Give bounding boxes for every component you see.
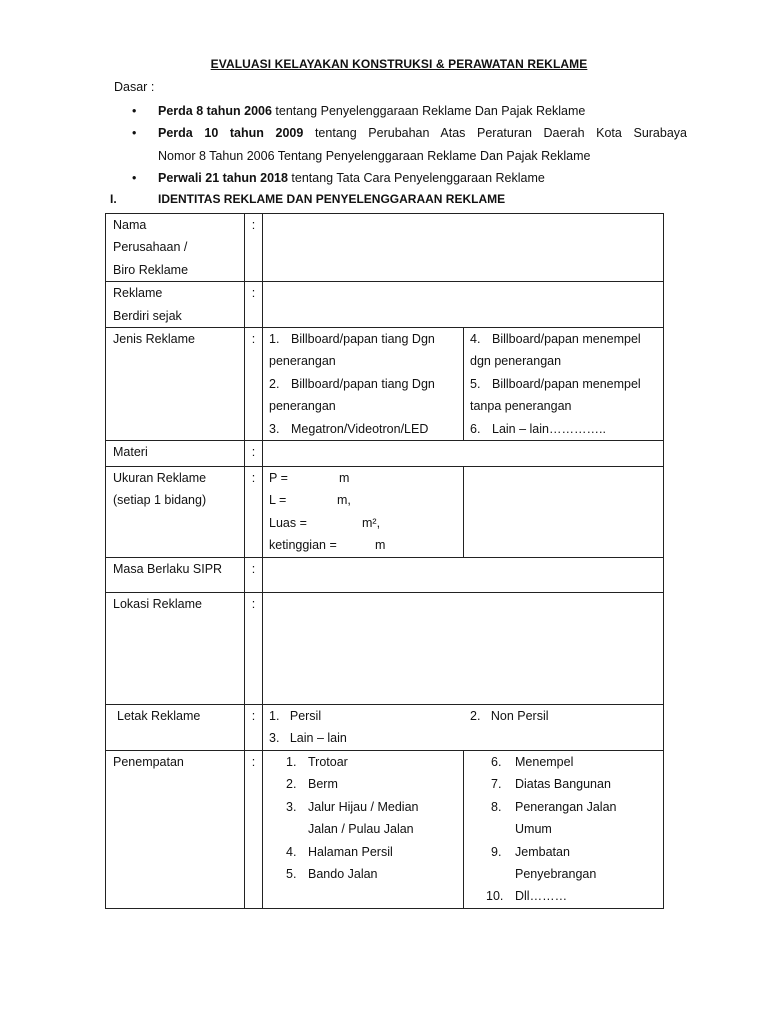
field-ukuran-extra[interactable] [464, 467, 664, 558]
jenis-option[interactable]: 1. Billboard/papan tiang Dgn penerangan [269, 332, 435, 369]
field-lokasi-reklame[interactable] [263, 593, 664, 705]
jenis-option[interactable]: 3. Megatron/Videotron/LED [269, 421, 429, 436]
jenis-options-right [464, 328, 664, 441]
jenis-option[interactable]: 2. Billboard/papan tiang Dgn penerangan [269, 376, 435, 414]
identity-form-table [105, 213, 664, 909]
penempatan-option[interactable]: 4. Halaman Persil [286, 844, 393, 859]
colon: : [245, 282, 263, 328]
penempatan-option[interactable]: 7. Diatas Bangunan [491, 777, 611, 792]
letak-option-non-persil[interactable]: 2. Non Persil [470, 709, 549, 724]
legal-basis-item: • Perwali 21 tahun 2018 tentang Tata Cara Penyelenggaraan Reklame [132, 167, 687, 189]
colon: : [245, 214, 263, 282]
document-title: EVALUASI KELAYAKAN KONSTRUKSI & PERAWATAN REKLAME [210, 57, 588, 71]
colon: : [245, 593, 263, 705]
colon: : [245, 705, 263, 751]
jenis-options-left [263, 328, 464, 441]
penempatan-options-right [464, 750, 664, 908]
legal-basis-item: • Perda 10 tahun 2009 tentang Perubahan Atas Peraturan Daerah Kota Surabaya Nomor 8 Tahun 2006 Tentang Penyelenggaraan Reklame Dan Pajak Reklame [132, 122, 687, 167]
field-berdiri-sejak[interactable] [263, 282, 664, 328]
field-masa-berlaku-sipr[interactable] [263, 558, 664, 593]
colon: : [245, 750, 263, 908]
label-berdiri-sejak: Reklame Berdiri sejak [106, 282, 245, 328]
field-nama-perusahaan[interactable] [263, 214, 664, 282]
penempatan-option[interactable]: 9. Jembatan Penyebrangan [491, 844, 597, 881]
row-jenis-reklame [106, 328, 664, 441]
row-penempatan [106, 750, 664, 908]
letak-option-lain[interactable]: 3. Lain – lain [269, 731, 347, 746]
label-letak-reklame: Letak Reklame [106, 705, 245, 751]
colon: : [245, 328, 263, 441]
penempatan-option[interactable]: 10. Dll……… [486, 889, 568, 904]
jenis-option[interactable]: 5. Billboard/papan menempel tanpa penerangan [470, 376, 641, 414]
row-masa-berlaku [106, 558, 664, 593]
label-ukuran-reklame: Ukuran Reklame (setiap 1 bidang) [106, 467, 245, 558]
colon: : [245, 558, 263, 593]
penempatan-option[interactable]: 5. Bando Jalan [286, 866, 378, 881]
dasar-label: Dasar : [114, 80, 155, 94]
field-ukuran-dimensions[interactable]: P = m L = m, Luas = m², ketinggian = m [263, 467, 464, 558]
row-ukuran-reklame [106, 467, 664, 558]
colon: : [245, 467, 263, 558]
jenis-option[interactable]: 4. Billboard/papan menempel dgn penerangan [470, 332, 641, 369]
letak-option-persil[interactable]: 1. Persil [269, 709, 322, 724]
legal-basis-item: • Perda 8 tahun 2006 tentang Penyelenggaraan Reklame Dan Pajak Reklame [132, 100, 687, 122]
label-masa-berlaku-sipr: Masa Berlaku SIPR [106, 558, 245, 593]
label-lokasi-reklame: Lokasi Reklame [106, 593, 245, 705]
row-berdiri-sejak [106, 282, 664, 328]
row-letak-reklame [106, 705, 664, 751]
row-nama-perusahaan [106, 214, 664, 282]
colon: : [245, 441, 263, 467]
label-penempatan: Penempatan [106, 750, 245, 908]
label-materi: Materi [106, 441, 245, 467]
label-jenis-reklame: Jenis Reklame [106, 328, 245, 441]
row-materi [106, 441, 664, 467]
penempatan-option[interactable]: 3. Jalur Hijau / Median Jalan / Pulau Jalan [286, 799, 419, 837]
penempatan-option[interactable]: 2. Berm [286, 777, 338, 792]
row-lokasi-reklame [106, 593, 664, 705]
penempatan-option[interactable]: 8. Penerangan Jalan Umum [491, 799, 617, 837]
penempatan-option[interactable]: 1. Trotoar [286, 754, 348, 769]
jenis-option[interactable]: 6. Lain – lain………….. [470, 421, 606, 436]
letak-options [263, 705, 664, 751]
legal-bases-list [132, 100, 687, 190]
field-materi[interactable] [263, 441, 664, 467]
penempatan-option[interactable]: 6. Menempel [491, 754, 574, 769]
penempatan-options-left [263, 750, 464, 908]
section-heading: I. IDENTITAS REKLAME DAN PENYELENGGARAAN REKLAME [110, 192, 506, 206]
label-nama-perusahaan: Nama Perusahaan / Biro Reklame [106, 214, 245, 282]
